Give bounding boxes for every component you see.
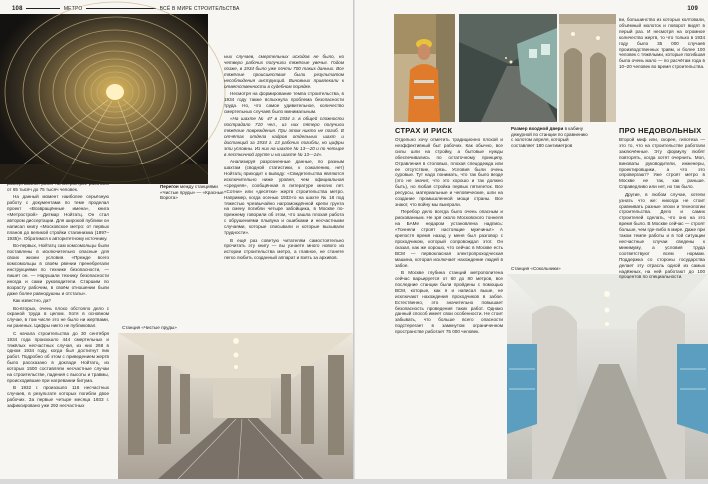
paragraph: С начала строительства до 30 сентября 1934 года произошло 444 смертельных и тяжёлых несчастных случая, из них 268 в одном 1934 году, когда был достигнут пик работ. Подробно об этом с приведением жертв было рассказано в докладе Нойтатц, из которых 1500 составляли несчастные случаи на строительстве, падения с высоты и травмы, происходившие при нагревании битума. [7,330,109,383]
tunnel-illustration [0,14,208,184]
paragraph: Во-вторых, очень плохо обстояло дело с охраной труда в целом. Хотя в основном случае, в том числе это не было ни жертвами, ни раненых. Цифры никто не публиковал. [7,305,109,329]
paragraph: Другие, в любом случае, хотели узнать что же: никогда не стоит сравнивать разные эпохи и технологии строительства. Дело и самих строителей сделать, что оно на это время было. В Москве сейчас — строят больше, чем где-либо в мире. Даже при таком темпе работы и в той ситуации несчастные случаи сведены к минимуму, а условия труда соответствуют всем нормам. Поддержка со стороны государства делает эту отрасль одной из самых надёжных, на ней работают до 100 процентов по специальности. [619,191,705,280]
paragraph: Как известно, да? [13,298,51,303]
metro-train-photo [459,14,557,122]
train-tunnel-illustration [459,14,557,122]
door-size-caption-title: Размер входной двери [511,126,564,131]
tunnel-caption-text: между станциями «Чистые пруды» — «Красные Ворота» [160,184,224,201]
door-size-caption [511,126,589,148]
paragraph: В 1932 г. произошло 116 несчастных случаев, в результате которых погибли двое рабочих. За первые четыре месяца 1933 г. зафиксировано уже 292 несчастных [7,385,109,409]
station-sokolniki-caption: Станция «Сокольники» [511,266,561,271]
left-page-number: 108 [12,6,23,12]
station-chistye-prudy-photo [118,333,353,479]
tunnel-caption-title: Перегон [160,184,179,189]
right-page [355,0,708,479]
paragraph: Перебор дело всегда было очень опасным и рискованным. Не зря около Московского тоннеля на БАМе недаром установлена надпись: «Тоннели строят настоящие мужчины!» А крепостя время назад у меня был разговор с проходчиком, который сопровождал этот. Он сказал, как же хорошо, что сейчас в Москве есть ВСМ — первокласная электропроходческая машина, которая исключает нахождение людей в забое. [395,209,503,268]
station-chistye-prudy-caption: Станция «Чистые пруды» [122,325,177,330]
paragraph: ных случаев, смертельных исходов не было, но четверо рабочих получили тяжёлые увечья. Годом позже, в 1934 было уже почти 700 таких данных. Все тяжёлые происшествия были результатом несоблюдения инструкций. Виновных привлекали к ответственности в судебном порядке. [224,54,344,89]
door-size-caption-text: в кабину дежурной по станции по сравнению с золотом апреля, который составляет 180 сантиметров [511,126,588,148]
paragraph: В ещё раз советую читателям самостоятельно прочитать эту книгу — вы узнаете много нового из истории строительства метро, а главное, не станете легко любить созданный аппарат и взять за архивов. [224,237,344,261]
station-sokolniki-photo [507,274,708,479]
left-text-column-1 [7,181,109,474]
header-rule [26,8,60,9]
left-text-column-2 [224,54,344,306]
section-heading-strakh: СТРАХ И РИСК [395,126,453,135]
paragraph: Второй миф или, скорее, гипотеза — это то, что на строительстве работали заключённые. Эту формулу любят повторять, когда хотят очернить. Мол, виноваты руководители, инженеры, проектировщики, а что это опровергают? Уже строят метро в Москве не так, как раньше. Справедливо или нет, но так было. [619,137,705,190]
paragraph: Несмотря на формирование темпа строительства, в 1934 году также вспыхнула проблема безопасности труда. Но, что самое удивительное, количество смертельных случаев было минимальным. [224,91,344,114]
tunnel-photo [0,14,208,184]
worker-portrait-photo [394,14,455,122]
paragraph: «На шахте № 47 в 1934 г. в общей сложности пострадало 710 чел., из них пятеро получили тяжёлые повреждения. При этом никто не погиб. В отчётах отдела кадров отдельных шахт и дистанций за 1934 г. 13 рабочих погибли, но цифры эти условны. Из них на шахте № 13—20 и по четыре в лестничной группе и на шахте № 13—14». [224,116,344,157]
header-running-title: ВСЁ В МИРЕ СТРОИТЕЛЬСТВА [159,6,240,12]
paragraph: развёртывания работ на метрострое работало от 65 тысяч до 75 тысяч человек. [7,181,109,192]
arches-illustration [559,14,616,122]
header-section: МЕТРО [63,6,83,12]
paragraph: Отдельно хочу отметить традиционно плохой и неэффективный быт рабочих. Как обычно, все силы шли на стройку, а бытовые нужды обеспечивались по остаточному принципу. Отравления в столовых, плохая спецодежда или ее отсутствие, грязь. Условия были очень суровые. Тут надо понимать, что так было везде (это не значит, что это хорошо и так должно быть), но любая стройка первых пятилеток. Все ресурсы, материальные и человеческие, шли на создание промышленной мощи страны. Все знают, что войну мы выиграли. [395,137,503,207]
station-arches-photo [559,14,616,122]
header-rule [86,8,156,9]
right-text-column-3 [619,137,705,280]
sokolniki-hall-illustration [507,274,708,479]
station-hall-illustration [118,333,353,479]
paragraph: На данный момент наиболее серьёзную работу с документами по теме проделал проект «Возвращённые имена», книга «Метрострой» Дитмар Нойтатц. Он стал автором диссертации. Для широкой публики он написал книгу «Московское метро: от первых планов до великой стройки сталинизма (1897–1935)». Обратимся к авторитетному источнику. [7,194,109,241]
paragraph: Анализируя разрозненные данные, по разным шахтам (сводной статистики, к сожалению, нет) Нойтатц приходит к выводу: «Свидетельства являются исключительно ниже уровня, чем официальная «средняя», сообщённая в литературе многих лет. «Сотни» или «десятки» жертв строительства метро. Например, когда осенью 1933-го на шахте № 18 под тяжестью чрезвычайно нагромождённой крепи грунта на смену погибли четыре забойщика, в Москве по-прежнему говорили об этом, что зашла плохая работа с обрушениями плывуна и ошибками и несчастными случаями, которые списывали и которые вызывали трудности». [224,159,344,236]
paragraph: ви, большинство из которых колтовали, объёмный молоток и поворот видят в перый раз. И несмотря на огромное количество жертв, то что только в 1934 году было 35 000 случаев производственных травм, и более 100 человек с тяжёлыми, которые погибшая была очень мало — по расчётам года в 10–20 человек во время строительства. [619,17,705,70]
left-page [0,0,353,479]
tunnel-caption [160,184,228,201]
worker-illustration [394,14,455,122]
paragraph: В Москве глубина станций метрополитена сейчас варьируется от 60 до 80 метров, все последние станции были пройдены с помощью ВСМ, которые, как я и написал выше, не исключают нахождения проходчиков в забое. Естественно, это значительно повышает безопасность проведения таких работ. Однако данный способ имеет свои особенности. Не стоит забывать, что больше всего опасности подстерегает в замкнутом ограниченном пространстве работает 75 000 человек. [395,270,503,335]
right-running-header [658,6,698,16]
right-text-column-2 [619,17,705,125]
right-text-column-1 [395,137,503,474]
paragraph: Во-первых, Нойтатц сам комсомольцы были поставлены в исключительно опасные для своих жизни условия. «Прежде всего комсомольцы в своём рвении пренебрегали инструкциями по технике безопасности, — пишет он. — Нарушали технику безопасности иногда и сами руководители. Старшим по возрасту рабочим, в своём отношении были даже более равнодушны и отсталы». [7,243,109,296]
section-heading-nedovolnykh: ПРО НЕДОВОЛЬНЫХ [619,126,702,135]
right-page-number: 109 [687,6,698,12]
